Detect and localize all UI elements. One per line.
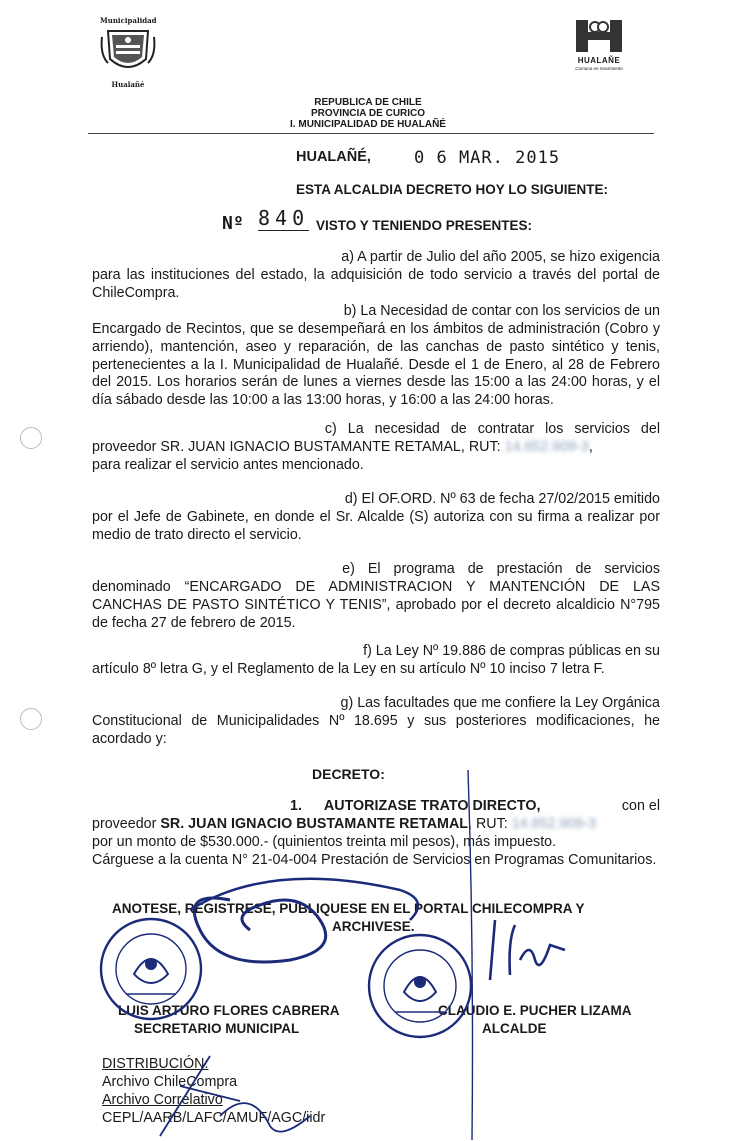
distribution-line-1: Archivo ChileCompra xyxy=(102,1074,238,1090)
distribution-line-2: Archivo Correlativo xyxy=(102,1092,223,1108)
clause-g-first: g) Las facultades que me confiere la Ley Orgánica xyxy=(340,695,660,711)
secretary-signature xyxy=(170,870,470,1010)
decree-item-rut-redacted: 14.652.909-3 xyxy=(511,816,596,832)
brand-tagline: Comuna en movimiento xyxy=(575,66,623,71)
clause-g-text: Constitucional de Municipalidades Nº 18.695 y sus posteriores modificaciones, he acordado y: xyxy=(92,713,660,747)
header-province: PROVINCIA DE CURICO xyxy=(310,108,426,119)
decree-number: 840 xyxy=(258,206,310,230)
decree-item-name: SR. JUAN IGNACIO BUSTAMANTE RETAMAL xyxy=(160,816,469,832)
crest-bottom-text: Hualañé xyxy=(111,80,145,89)
margin-pen-stroke xyxy=(462,770,482,1140)
clause-a-first: a) A partir de Julio del año 2005, se hizo exigencia xyxy=(341,249,660,265)
crest-top-text: Municipalidad xyxy=(100,16,157,25)
clause-f-first: f) La Ley Nº 19.886 de compras públicas en su xyxy=(363,643,660,659)
clause-f-text: artículo 8º letra G, y el Reglamento de la Ley en su artículo Nº 10 inciso 7 letra F. xyxy=(92,661,605,677)
distribution-line-3: CEPL/AARB/LAFC/AMUF/AGC/iidr xyxy=(102,1110,326,1126)
decree-item-provider: proveedor xyxy=(92,816,161,832)
signatory-left-title: SECRETARIO MUNICIPAL xyxy=(134,1021,300,1036)
clause-c-first: c) La necesidad de contratar los servicios del xyxy=(324,421,660,437)
date-stamp: 0 6 MAR. 2015 xyxy=(414,148,561,168)
signatory-right-title: ALCALDE xyxy=(482,1021,547,1036)
distribution-handwriting xyxy=(150,1046,320,1141)
clause-d-text: por el Jefe de Gabinete, en donde el Sr. Alcalde (S) autoriza con su firma a realizar por medio de trato directo el servicio. xyxy=(92,509,660,543)
municipal-crest-logo xyxy=(100,16,156,90)
header-republic: REPUBLICA DE CHILE xyxy=(314,97,422,108)
signatory-left-name: LUIS ARTURO FLORES CABRERA xyxy=(118,1003,340,1018)
visto-heading: VISTO Y TENIENDO PRESENTES: xyxy=(316,218,533,233)
decree-item-amount: por un monto de $530.000.- (quinientos treinta mil pesos), más impuesto. xyxy=(92,834,557,850)
distribution-heading: DISTRIBUCIÓN: xyxy=(102,1056,209,1072)
signatory-right-name: CLAUDIO E. PUCHER LIZAMA xyxy=(438,1003,632,1018)
decree-item-account: Cárguese a la cuenta N° 21-04-004 Prestación de Servicios en Programas Comunitarios. xyxy=(92,852,657,868)
clause-c-comma: , xyxy=(588,439,593,455)
clause-e-text: denominado “ENCARGADO DE ADMINISTRACION Y MANTENCIÓN DE LAS CANCHAS DE PASTO SINTÉTICO Y TENIS”, aprobado por el decreto alcaldicio N°795 de fecha 27 de febrero de 2015. xyxy=(92,579,660,631)
clause-c-rut-redacted: 14.652.909-3 xyxy=(504,439,589,455)
decreto-heading: DECRETO: xyxy=(312,766,385,782)
intro-line: ESTA ALCALDIA DECRETO HOY LO SIGUIENTE: xyxy=(296,182,609,197)
clause-b-text: Encargado de Recintos, que se desempeñará en los ámbitos de administración (Cobro y arriendo), mantención, aseo y reparación, de las canchas de pasto sintético y tenis, pertenecientes a la I. Municipalidad de Hualañé. Desde el 1 de Enero, al 28 de Febrero del 2015. Los horarios serán de lunes a viernes desde las 15:00 a las 24:00 horas, y el día sábado desde las 10:00 a las 13:00 horas, y 16:00 a las 24:00 horas. xyxy=(92,321,660,409)
h-logo-icon xyxy=(570,18,628,54)
clause-c-last: para realizar el servicio antes mencionado. xyxy=(92,457,364,473)
header-divider xyxy=(88,133,654,134)
decree-item-rut-label: , RUT: xyxy=(468,816,512,832)
header-municipality: I. MUNICIPALIDAD DE HUALAÑÉ xyxy=(290,119,446,130)
decree-item-tail: con el xyxy=(621,798,660,814)
decree-item-line2 xyxy=(92,816,660,834)
decree-item-number: 1. xyxy=(290,798,302,814)
brand-name: HUALAÑE xyxy=(577,56,621,65)
punch-hole-bottom xyxy=(20,708,42,730)
clause-d-first: d) El OF.ORD. Nº 63 de fecha 27/02/2015 emitido xyxy=(344,491,660,507)
crest-icon xyxy=(100,25,156,77)
decree-number-label: Nº xyxy=(222,213,244,234)
clause-a-text: para las instituciones del estado, la adquisición de todo servicio a través del portal de ChileCompra. xyxy=(92,267,660,301)
clause-c-provider: proveedor SR. JUAN IGNACIO BUSTAMANTE RETAMAL, RUT: xyxy=(92,439,505,455)
place-label: HUALAÑÉ, xyxy=(296,149,371,165)
closing-line2: ARCHIVESE. xyxy=(332,919,415,934)
hualane-brand-logo xyxy=(570,18,628,78)
closing-line1: ANOTESE, REGISTRESE, PUBLIQUESE EN EL PORTAL CHILECOMPRA Y xyxy=(112,901,585,916)
decree-item-action: AUTORIZASE TRATO DIRECTO, xyxy=(323,798,541,814)
clause-b-first: b) La Necesidad de contar con los servicios de un xyxy=(343,303,660,319)
punch-hole-top xyxy=(20,427,42,449)
clause-c-line2 xyxy=(92,439,660,457)
clause-e-first: e) El programa de prestación de servicios xyxy=(342,561,660,577)
